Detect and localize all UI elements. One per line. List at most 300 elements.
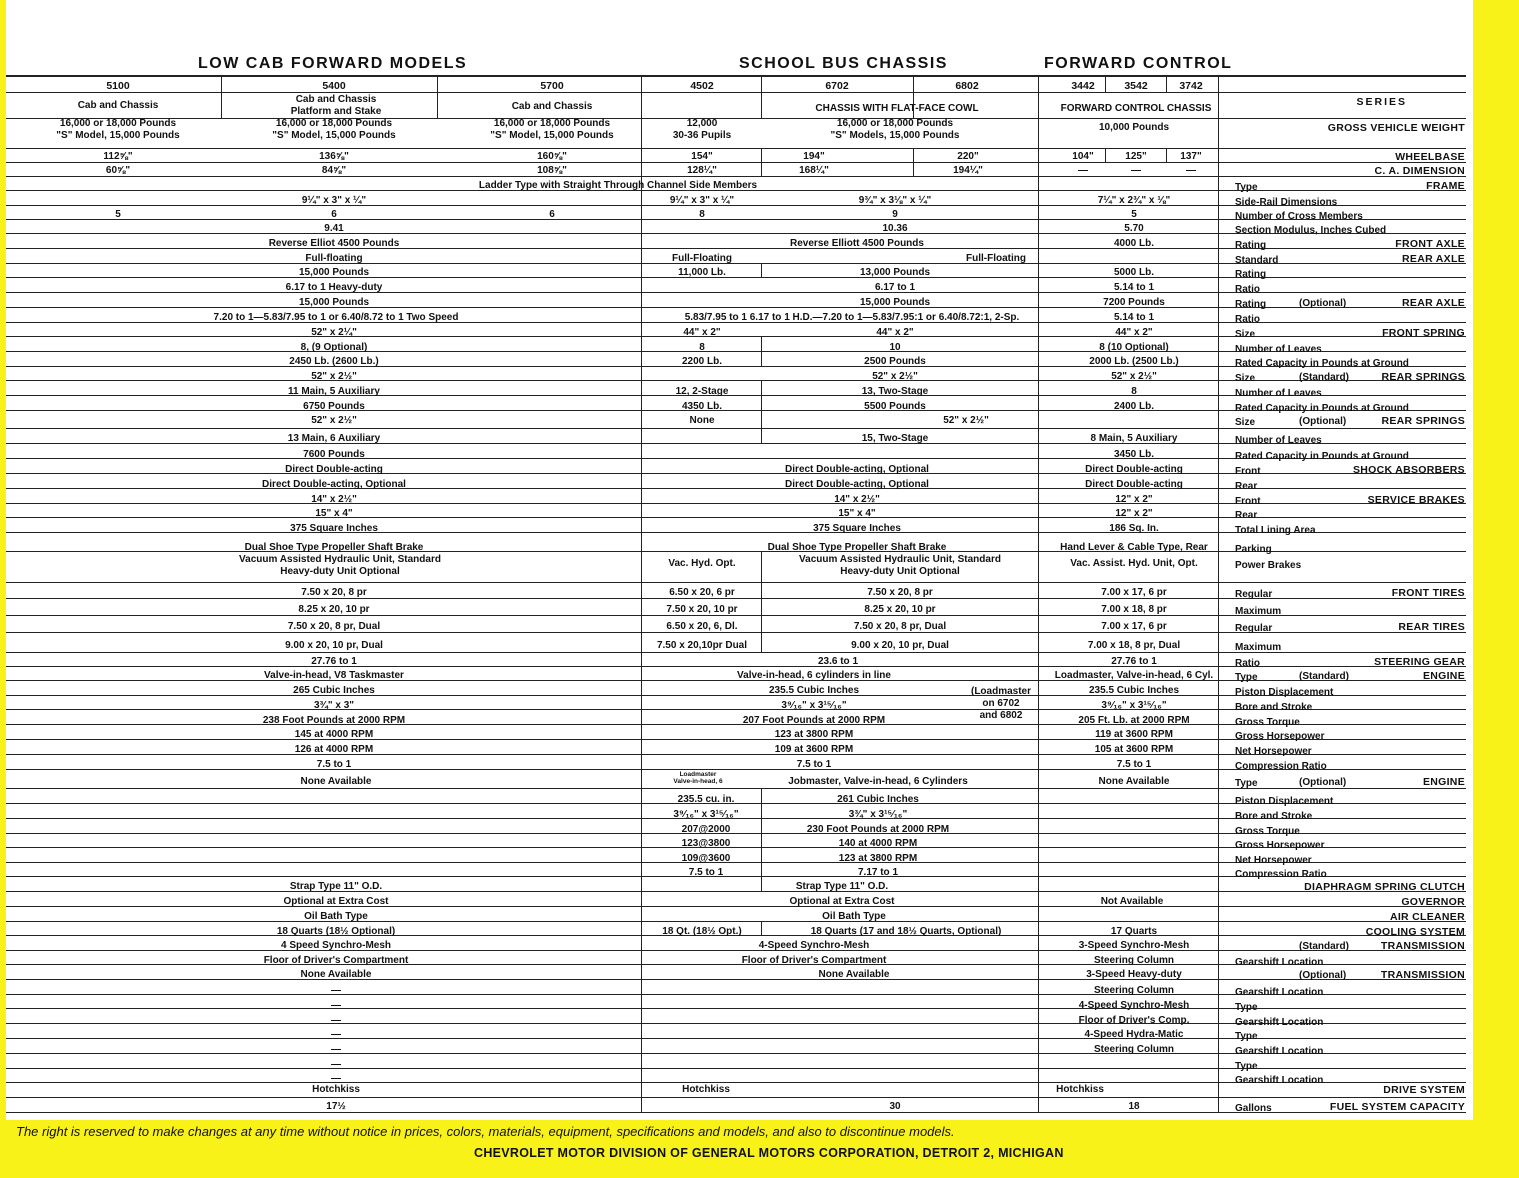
spec-label: Power Brakes (1235, 560, 1302, 571)
spec-cell: Hotchkiss (312, 1084, 360, 1095)
spec-cell: 15,000 Pounds (298, 267, 370, 278)
spec-cell: Full-Floating (672, 253, 732, 264)
category-heading: STEERING GEAR (1374, 656, 1465, 668)
row-divider (6, 92, 1466, 93)
category-heading: FRONT TIRES (1391, 587, 1465, 599)
spec-label: Number of Cross Members (1235, 211, 1363, 222)
category-heading: GOVERNOR (1401, 896, 1465, 908)
category-heading: DRIVE SYSTEM (1383, 1084, 1465, 1096)
spec-label: Size (1235, 417, 1256, 428)
spec-cell: 7200 Pounds (1103, 297, 1165, 308)
spec-cell: Steering Column (1093, 1044, 1175, 1055)
title-low-cab-forward: LOW CAB FORWARD MODELS (198, 55, 468, 72)
spec-cell: 7.50 x 20, 8 pr (301, 587, 367, 598)
spec-cell: Vacuum Assisted Hydraulic Unit, Standard Heavy-duty Unit Optional (239, 554, 441, 577)
spec-cell: Dual Shoe Type Propeller Shaft Brake (767, 542, 947, 553)
spec-cell: 140 at 4000 RPM (838, 838, 918, 849)
category-heading: REAR SPRINGS (1381, 371, 1465, 383)
spec-cell: Loadmaster, Valve-in-head, 6 Cyl. (1054, 670, 1214, 681)
spec-cell: Direct Double-acting (1085, 464, 1183, 475)
column-divider (761, 148, 762, 176)
spec-cell: 261 Cubic Inches (837, 794, 919, 805)
option-tag: (Optional) (1299, 298, 1347, 309)
spec-cell: 8.25 x 20, 10 pr (298, 604, 370, 615)
spec-cell: Direct Double-acting (1085, 479, 1183, 490)
spec-label: Net Horsepower (1235, 746, 1312, 757)
spec-cell: — (331, 1073, 341, 1084)
row-divider (6, 582, 1466, 583)
spec-cell: 84⅝" (321, 165, 347, 176)
spec-cell: 7.00 x 18, 8 pr, Dual (1087, 640, 1181, 651)
spec-cell: 14" x 2½" (834, 494, 880, 505)
spec-label: Type (1235, 1061, 1258, 1072)
spec-cell: 8 (1131, 386, 1137, 397)
spec-label: Bore and Stroke (1235, 811, 1313, 822)
spec-cell: — (331, 985, 341, 996)
spec-cell: 23.6 to 1 (817, 656, 859, 667)
category-heading: TRANSMISSION (1380, 940, 1465, 952)
spec-cell: 9 (892, 209, 898, 220)
title-school-bus: SCHOOL BUS CHASSIS (739, 55, 948, 72)
category-heading: SHOCK ABSORBERS (1352, 464, 1465, 476)
spec-cell: None Available (300, 776, 372, 787)
column-divider (1218, 92, 1219, 1112)
spec-cell: 8 (10 Optional) (1099, 342, 1169, 353)
row-divider (6, 921, 1466, 922)
spec-cell: 105 at 3600 RPM (1094, 744, 1174, 755)
spec-cell: 2400 Lb. (1113, 401, 1155, 412)
spec-cell: 10,000 Pounds (1098, 122, 1170, 133)
spec-label: Piston Displacement (1235, 687, 1334, 698)
column-divider (1105, 148, 1106, 162)
spec-cell: — (1078, 165, 1088, 176)
spec-cell: 14" x 2½" (311, 494, 357, 505)
category-heading: COOLING SYSTEM (1365, 926, 1465, 938)
spec-cell: 4-Speed Synchro-Mesh (758, 940, 870, 951)
spec-cell: 6 (331, 209, 337, 220)
spec-label: Front (1235, 466, 1261, 477)
spec-cell: 52" x 2½" (311, 371, 357, 382)
spec-cell: Optional at Extra Cost (789, 896, 895, 907)
spec-cell: 11,000 Lb. (678, 267, 726, 278)
spec-label: Size (1235, 329, 1256, 340)
type-fc: FORWARD CONTROL CHASSIS (1060, 103, 1212, 114)
spec-cell: 119 at 3600 RPM (1095, 729, 1173, 740)
title-forward-control: FORWARD CONTROL (1044, 55, 1233, 72)
spec-cell: 7.5 to 1 (796, 759, 832, 770)
spec-cell: 17 Quarts (1110, 926, 1158, 937)
spec-cell: Direct Double-acting (285, 464, 383, 475)
spec-cell: 7¼" x 2¾" x ⅛" (1097, 195, 1171, 206)
spec-cell: 3-Speed Synchro-Mesh (1078, 940, 1190, 951)
spec-cell: 9.00 x 20, 10 pr, Dual (851, 640, 949, 651)
column-divider (1038, 75, 1039, 1112)
model-5400: 5400 (322, 80, 346, 92)
spec-cell: 235.5 cu. in. (677, 794, 735, 805)
spec-cell: Steering Column (1093, 955, 1175, 966)
column-divider (1218, 75, 1219, 92)
category-heading: ENGINE (1422, 670, 1465, 682)
spec-cell: 5.14 to 1 (1113, 312, 1155, 323)
column-divider (761, 921, 762, 935)
spec-cell: 186 Sq. In. (1109, 523, 1159, 534)
spec-cell: — (1131, 165, 1141, 176)
spec-label: Rear (1235, 510, 1258, 521)
spec-label: Gross Horsepower (1235, 840, 1325, 851)
spec-cell: Oil Bath Type (304, 911, 368, 922)
category-heading: AIR CLEANER (1389, 911, 1465, 923)
spec-cell: Strap Type 11" O.D. (289, 881, 383, 892)
spec-cell: 5.14 to 1 (1113, 282, 1155, 293)
spec-cell: 108⅝" (537, 165, 567, 176)
category-heading: GROSS VEHICLE WEIGHT (1327, 122, 1465, 134)
column-divider (761, 551, 762, 652)
spec-cell: 4000 Lb. (1113, 238, 1155, 249)
spec-cell: 4350 Lb. (681, 401, 723, 412)
option-tag: (Standard) (1299, 671, 1349, 682)
column-divider (1166, 75, 1167, 92)
spec-cell: Valve-in-head, 6 cylinders in line (737, 670, 891, 681)
spec-cell: 15" x 4" (315, 508, 353, 519)
spec-cell: 3⁹⁄₁₆" x 3¹⁵⁄₁₆" (673, 809, 739, 820)
spec-cell: 52" x 2½" (872, 371, 918, 382)
spec-cell: 16,000 or 18,000 Pounds "S" Model, 15,000 Pounds (490, 118, 614, 141)
spec-cell: 6.50 x 20, 6 pr (669, 587, 735, 598)
spec-cell: Floor of Driver's Comp. (1078, 1015, 1190, 1026)
spec-label: Number of Leaves (1235, 344, 1322, 355)
spec-cell: 6 (549, 209, 555, 220)
spec-cell: 104" (1072, 151, 1094, 162)
spec-cell: 9¼" x 3" x ¼" (301, 195, 367, 206)
spec-cell: Direct Double-acting, Optional (785, 464, 929, 475)
spec-label: Net Horsepower (1235, 855, 1312, 866)
spec-cell: 52" x 2½" (311, 415, 357, 426)
spec-cell: 15,000 Pounds (859, 297, 931, 308)
disclaimer-text: The right is reserved to make changes at any time without notice in prices, colors, materials, equipment, specifications and models, and also to discontinue models. (16, 1124, 955, 1139)
spec-cell: 207@2000 (681, 824, 731, 835)
spec-cell: 235.5 Cubic Inches (1088, 685, 1180, 696)
category-heading: FRONT AXLE (1395, 238, 1465, 250)
spec-cell: 3-Speed Heavy-duty (1086, 969, 1182, 980)
option-tag: (Optional) (1299, 416, 1347, 427)
category-heading: WHEELBASE (1395, 151, 1465, 163)
spec-cell: 7.00 x 17, 6 pr (1101, 621, 1167, 632)
spec-cell: 205 Ft. Lb. at 2000 RPM (1078, 715, 1190, 726)
spec-cell: 8.25 x 20, 10 pr (864, 604, 936, 615)
spec-cell: Not Available (1100, 896, 1164, 907)
spec-cell: — (331, 1029, 341, 1040)
spec-cell: 5000 Lb. (1113, 267, 1155, 278)
spec-cell: 52" x 2½" (1111, 371, 1157, 382)
row-divider (6, 950, 1466, 951)
spec-cell: 13 Main, 6 Auxiliary (287, 433, 381, 444)
row-divider (6, 979, 1466, 980)
spec-cell: 7.50 x 20, 8 pr (867, 587, 933, 598)
spec-cell: 109 at 3600 RPM (774, 744, 854, 755)
category-heading: TRANSMISSION (1380, 969, 1465, 981)
spec-cell: — (331, 1044, 341, 1055)
spec-cell: Reverse Elliot 4500 Pounds (268, 238, 400, 249)
column-divider (1105, 75, 1106, 92)
model-5700: 5700 (540, 80, 564, 92)
type-5700: Cab and Chassis (511, 101, 593, 112)
spec-cell: 13, Two-Stage (861, 386, 929, 397)
row-divider (6, 891, 1466, 892)
column-divider (913, 148, 914, 176)
spec-cell: 3⁹⁄₁₆" x 3¹⁵⁄₁₆" (1101, 700, 1167, 711)
type-5400: Cab and Chassis Platform and Stake (290, 94, 382, 117)
category-heading: C. A. DIMENSION (1374, 165, 1465, 177)
spec-cell: Dual Shoe Type Propeller Shaft Brake (244, 542, 424, 553)
spec-cell: 137" (1180, 151, 1202, 162)
spec-cell: 16,000 or 18,000 Pounds "S" Model, 15,000 Pounds (272, 118, 396, 141)
spec-cell: 3⁹⁄₁₆" x 3¹⁵⁄₁₆" (781, 700, 847, 711)
spec-cell: None Available (818, 969, 890, 980)
spec-cell: Full-floating (305, 253, 363, 264)
spec-cell: 3¾" x 3" (313, 700, 355, 711)
spec-cell: 6.17 to 1 (874, 282, 916, 293)
spec-cell: 7.50 x 20, 8 pr, Dual (853, 621, 947, 632)
row-divider (6, 906, 1466, 907)
spec-label: Maximum (1235, 642, 1282, 653)
category-heading: FRONT SPRING (1382, 327, 1465, 339)
spec-cell: 52" x 2¼" (311, 327, 357, 338)
category-heading: REAR AXLE (1402, 253, 1465, 265)
column-divider (761, 788, 762, 891)
spec-sheet (6, 0, 1473, 1120)
spec-cell: 7600 Pounds (303, 449, 365, 460)
spec-label: Type (1235, 1002, 1258, 1013)
model-3542: 3542 (1124, 80, 1148, 92)
spec-cell: 2200 Lb. (681, 356, 723, 367)
spec-label: Type (1235, 672, 1258, 683)
category-heading: SERVICE BRAKES (1367, 494, 1465, 506)
spec-cell: Hotchkiss (1056, 1084, 1104, 1095)
spec-cell: 4-Speed Synchro-Mesh (1078, 1000, 1190, 1011)
spec-label: Regular (1235, 623, 1273, 634)
series-label: SERIES (1356, 96, 1407, 108)
column-divider (761, 263, 762, 277)
row-divider (6, 75, 1466, 77)
spec-label: Standard (1235, 255, 1279, 266)
spec-cell: 8 (699, 209, 705, 220)
spec-cell: 44" x 2" (1115, 327, 1153, 338)
spec-cell: None Available (300, 969, 372, 980)
spec-label: Rated Capacity in Pounds at Ground (1235, 451, 1409, 462)
spec-label: Rating (1235, 299, 1267, 310)
spec-cell: 10 (889, 342, 901, 353)
model-4502: 4502 (690, 80, 714, 92)
spec-cell: 27.76 to 1 (311, 656, 357, 667)
spec-cell: 235.5 Cubic Inches (768, 685, 860, 696)
option-tag: (Standard) (1299, 372, 1349, 383)
spec-cell: 4 Speed Synchro-Mesh (280, 940, 392, 951)
spec-cell: 154" (691, 151, 713, 162)
category-heading: DIAPHRAGM SPRING CLUTCH (1304, 881, 1465, 893)
type-5100: Cab and Chassis (77, 100, 159, 111)
row-divider (6, 176, 1466, 177)
spec-cell: 123 at 3800 RPM (774, 729, 854, 740)
category-heading: FUEL SYSTEM CAPACITY (1329, 1101, 1465, 1113)
spec-label: Number of Leaves (1235, 388, 1322, 399)
spec-cell: 375 Square Inches (813, 523, 901, 534)
spec-cell: 44" x 2" (876, 327, 914, 338)
spec-label: Number of Leaves (1235, 435, 1322, 446)
spec-cell: 3450 Lb. (1113, 449, 1155, 460)
spec-cell: 5.83/7.95 to 1 6.17 to 1 H.D.—7.20 to 1—5.83/7.95:1 or 6.40/8.72:1, 2-Sp. (684, 312, 1020, 323)
spec-cell: Ladder Type with Straight Through Channel Side Members (478, 180, 758, 191)
spec-cell: 375 Square Inches (290, 523, 378, 534)
spec-cell: 17½ (326, 1101, 346, 1112)
spec-cell: 238 Foot Pounds at 2000 RPM (262, 715, 406, 726)
spec-label: Rated Capacity in Pounds at Ground (1235, 358, 1409, 369)
category-heading: REAR SPRINGS (1381, 415, 1465, 427)
spec-cell: 5500 Pounds (864, 401, 926, 412)
spec-cell: 123@3800 (681, 838, 731, 849)
model-6802: 6802 (955, 80, 979, 92)
spec-label: Ratio (1235, 658, 1260, 669)
spec-cell: 136⅝" (319, 151, 349, 162)
column-divider (761, 336, 762, 366)
spec-cell: Optional at Extra Cost (283, 896, 389, 907)
spec-cell: 194¼" (953, 165, 983, 176)
spec-cell: — (331, 1000, 341, 1011)
spec-cell: 7.00 x 17, 6 pr (1101, 587, 1167, 598)
spec-label: Parking (1235, 544, 1272, 555)
spec-cell: 15,000 Pounds (298, 297, 370, 308)
category-heading: FRAME (1426, 180, 1465, 192)
spec-label: Gearshift Location (1235, 957, 1324, 968)
spec-cell: 7.5 to 1 (316, 759, 352, 770)
type-bus: CHASSIS WITH FLAT-FACE COWL (815, 103, 979, 114)
spec-label: Section Modulus, Inches Cubed (1235, 225, 1387, 236)
spec-label: Gross Torque (1235, 826, 1300, 837)
spec-cell: 168¼" (799, 165, 829, 176)
spec-cell: 7.17 to 1 (857, 867, 899, 878)
spec-cell: 4-Speed Hydra-Matic (1084, 1029, 1184, 1040)
spec-cell: 2500 Pounds (864, 356, 926, 367)
spec-cell: 15, Two-Stage (861, 433, 929, 444)
spec-cell: 60⅝" (105, 165, 131, 176)
spec-cell: 12" x 2" (1115, 494, 1153, 505)
spec-cell: 7.5 to 1 (1116, 759, 1152, 770)
spec-cell: 8 (699, 342, 705, 353)
spec-cell: 265 Cubic Inches (293, 685, 375, 696)
spec-label: Rating (1235, 240, 1267, 251)
spec-cell: 3¾" x 3¹⁵⁄₁₆" (848, 809, 908, 820)
spec-label: Gross Horsepower (1235, 731, 1325, 742)
spec-cell: 12" x 2" (1115, 508, 1153, 519)
row-divider (6, 118, 1466, 119)
spec-cell: 8, (9 Optional) (300, 342, 368, 353)
spec-cell: 7.00 x 18, 8 pr (1101, 604, 1167, 615)
spec-label: Compression Ratio (1235, 869, 1327, 880)
spec-cell: 18 (1128, 1101, 1140, 1112)
spec-cell: Jobmaster, Valve-in-head, 6 Cylinders (788, 776, 968, 787)
spec-cell: 112⅝" (103, 151, 133, 162)
spec-label: Compression Ratio (1235, 761, 1327, 772)
spec-cell: 18 Quarts (18½ Optional) (276, 926, 396, 937)
column-divider (913, 75, 914, 118)
column-divider (221, 75, 222, 118)
model-5100: 5100 (106, 80, 130, 92)
spec-cell: 12,000 30-36 Pupils (672, 118, 732, 141)
spec-cell: 52" x 2½" (943, 415, 989, 426)
column-divider (641, 75, 642, 1112)
column-divider (437, 75, 438, 118)
spec-cell: 220" (957, 151, 979, 162)
spec-cell: 123 at 3800 RPM (838, 853, 918, 864)
spec-cell: 18 Qt. (18½ Opt.) (662, 926, 742, 937)
spec-label: Side-Rail Dimensions (1235, 197, 1338, 208)
spec-cell: 44" x 2" (683, 327, 721, 338)
spec-cell: 128¼" (687, 165, 717, 176)
spec-cell: 194" (803, 151, 825, 162)
option-tag: (Optional) (1299, 777, 1347, 788)
spec-cell: 16,000 or 18,000 Pounds "S" Model, 15,000 Pounds (56, 118, 180, 141)
spec-cell: 27.76 to 1 (1111, 656, 1157, 667)
spec-cell: — (1186, 165, 1196, 176)
spec-cell: Floor of Driver's Compartment (741, 955, 887, 966)
spec-cell: 5 (115, 209, 121, 220)
spec-label: Size (1235, 373, 1256, 384)
spec-cell: Vac. Hyd. Opt. (668, 558, 736, 569)
spec-label: Ratio (1235, 284, 1260, 295)
spec-cell: Strap Type 11" O.D. (795, 881, 889, 892)
spec-cell: 230 Foot Pounds at 2000 RPM (806, 824, 950, 835)
column-divider (761, 380, 762, 443)
spec-cell: 9.41 (324, 223, 344, 234)
spec-cell: None (689, 415, 715, 426)
spec-label: Rated Capacity in Pounds at Ground (1235, 403, 1409, 414)
loadmaster-note: (Loadmaster on 6702 and 6802 (970, 686, 1032, 721)
spec-label: Regular (1235, 589, 1273, 600)
model-6702: 6702 (825, 80, 849, 92)
column-divider (1166, 148, 1167, 162)
spec-label: Gearshift Location (1235, 1046, 1324, 1057)
spec-cell: 207 Foot Pounds at 2000 RPM (742, 715, 886, 726)
spec-cell: — (331, 1059, 341, 1070)
spec-cell: 10.36 (882, 223, 908, 234)
spec-cell: 15" x 4" (838, 508, 876, 519)
spec-label: Gearshift Location (1235, 987, 1324, 998)
spec-label: Piston Displacement (1235, 796, 1334, 807)
spec-label: Gross Torque (1235, 717, 1300, 728)
spec-label: Gearshift Location (1235, 1075, 1324, 1086)
spec-cell: 2000 Lb. (2500 Lb.) (1089, 356, 1179, 367)
spec-label: Total Lining Area (1235, 525, 1316, 536)
spec-cell: 13,000 Pounds (859, 267, 931, 278)
spec-cell: Direct Double-acting, Optional (262, 479, 406, 490)
spec-cell: 2450 Lb. (2600 Lb.) (289, 356, 379, 367)
spec-cell: Steering Column (1093, 985, 1175, 996)
spec-cell: 5.70 (1124, 223, 1144, 234)
spec-cell: 145 at 4000 RPM (294, 729, 374, 740)
spec-cell: Floor of Driver's Compartment (263, 955, 409, 966)
row-divider (6, 148, 1466, 149)
spec-cell: Full-Floating (966, 253, 1026, 264)
spec-cell: Direct Double-acting, Optional (785, 479, 929, 490)
spec-label: Maximum (1235, 606, 1282, 617)
spec-cell: 109@3600 (681, 853, 731, 864)
spec-cell: Reverse Elliott 4500 Pounds (790, 238, 924, 249)
model-3742: 3742 (1179, 80, 1203, 92)
category-heading: ENGINE (1422, 776, 1465, 788)
spec-cell: Hotchkiss (682, 1084, 730, 1095)
spec-label: Gearshift Location (1235, 1017, 1324, 1028)
spec-cell: Valve-in-head, V8 Taskmaster (264, 670, 404, 681)
spec-cell: 7.20 to 1—5.83/7.95 to 1 or 6.40/8.72 to 1 Two Speed (213, 312, 459, 323)
